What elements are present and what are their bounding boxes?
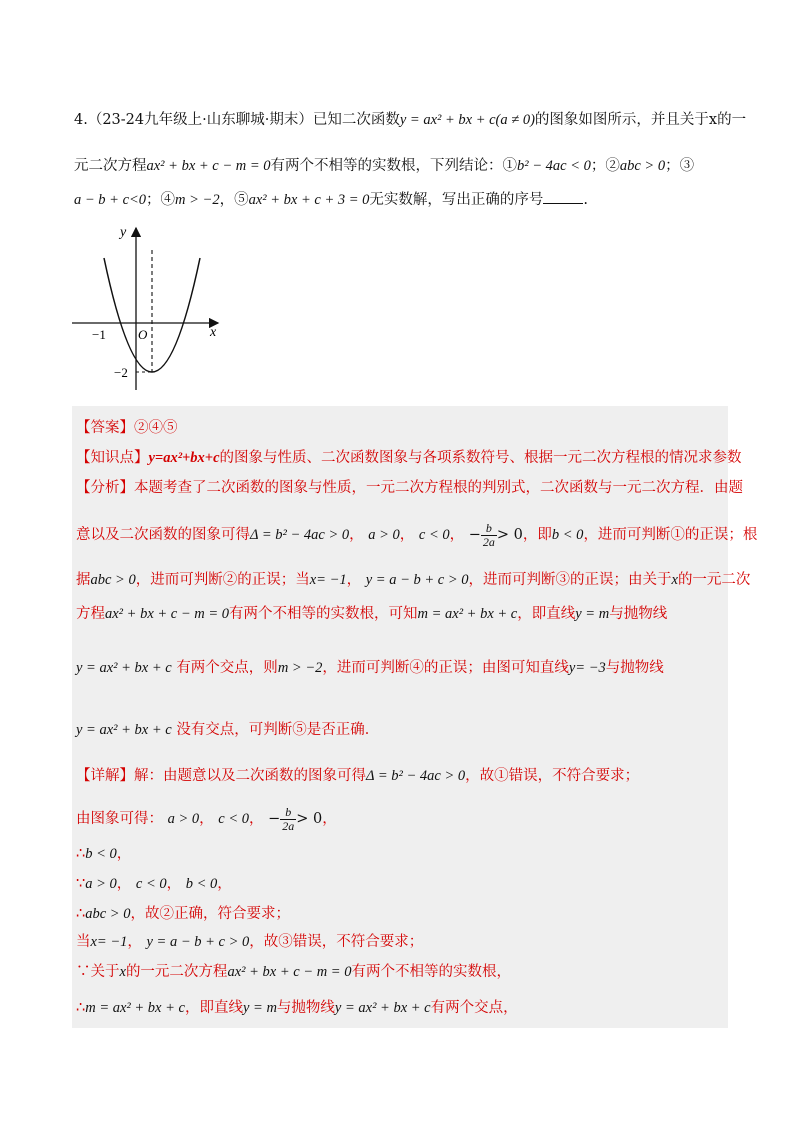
- detail-line-8: ∴m = ax² + bx + c，即直线y = m与抛物线y = ax² + bx + c有两个交点，: [76, 1000, 518, 1016]
- analysis-line-4: 方程ax² + bx + c − m = 0有两个不相等的实数根，可知m = ax² + bx + c，即直线y = m与抛物线: [76, 606, 668, 622]
- y-axis-label: y: [120, 225, 127, 240]
- analysis-line-1: 【分析】本题考查了二次函数的图象与性质，一元二次方程根的判别式，二次函数与一元二次方程．由题: [76, 480, 743, 496]
- parabola-graph: [68, 222, 228, 394]
- fraction: $\frac{b}{2a}$: [282, 805, 295, 833]
- answer-value: ②④⑤: [134, 420, 178, 436]
- question-line-2: 元二次方程ax² + bx + c − m = 0有两个不相等的实数根，下列结论：①b² − 4ac < 0；②abc > 0；③: [74, 158, 695, 174]
- question-line-1: 4.（23-24九年级上·山东聊城·期末）已知二次函数y = ax² + bx + c(a ≠ 0)的图象如图所示，并且关于x的一: [74, 112, 747, 128]
- x-tick-label: −1: [92, 327, 106, 342]
- knowledge-point-line: 【知识点】y=ax²+bx+c的图象与性质、二次函数图象与各项系数符号、根据一元二次方程根的情况求参数: [76, 450, 742, 466]
- origin-label: O: [138, 327, 148, 342]
- detail-line-5: ∴abc > 0，故②正确，符合要求；: [76, 906, 290, 922]
- detail-line-3: ∴b < 0，: [76, 846, 132, 862]
- analysis-line-5: y = ax² + bx + c 有两个交点，则m > −2，进而可判断④的正误；由图可知直线y= −3与抛物线: [76, 660, 664, 676]
- fraction: $\frac{b}{2a}$: [482, 521, 495, 549]
- answer-line: 【答案】②④⑤: [76, 420, 178, 436]
- detail-line-1: 【详解】解：由题意以及二次函数的图象可得Δ = b² − 4ac > 0，故①错误，不符合要求；: [76, 768, 640, 784]
- answer-blank: [543, 191, 583, 204]
- detail-line-4: ∵a > 0， c < 0， b < 0，: [76, 876, 232, 892]
- detail-line-7: ∵关于x的一元二次方程ax² + bx + c − m = 0有两个不相等的实数根，: [76, 964, 511, 980]
- detail-line-2: 由图象可得： a > 0， c < 0， − $\frac{b}{2a}$ > 0，: [76, 805, 337, 833]
- detail-line-6: 当x= −1， y = a − b + c > 0，故③错误，不符合要求；: [76, 934, 424, 950]
- y-tick-label: −2: [114, 365, 128, 380]
- analysis-line-3: 据abc > 0，进而可判断②的正误；当x= −1， y = a − b + c > 0，进而可判断③的正误；由关于x的一元二次: [76, 572, 751, 588]
- x-axis-label: x: [210, 325, 217, 340]
- analysis-line-6: y = ax² + bx + c 没有交点，可判断⑤是否正确．: [76, 722, 380, 738]
- analysis-line-2: 意以及二次函数的图象可得Δ = b² − 4ac > 0， a > 0， c < 0， − $\frac{b}{2a}$ > 0，即b < 0，进而可判断①的正误；根: [76, 521, 758, 549]
- function-formula: y = ax² + bx + c(a ≠ 0): [399, 112, 535, 128]
- question-line-3: a − b + c<0；④m > −2，⑤ax² + bx + c + 3 = 0无实数解，写出正确的序号 .: [74, 192, 588, 208]
